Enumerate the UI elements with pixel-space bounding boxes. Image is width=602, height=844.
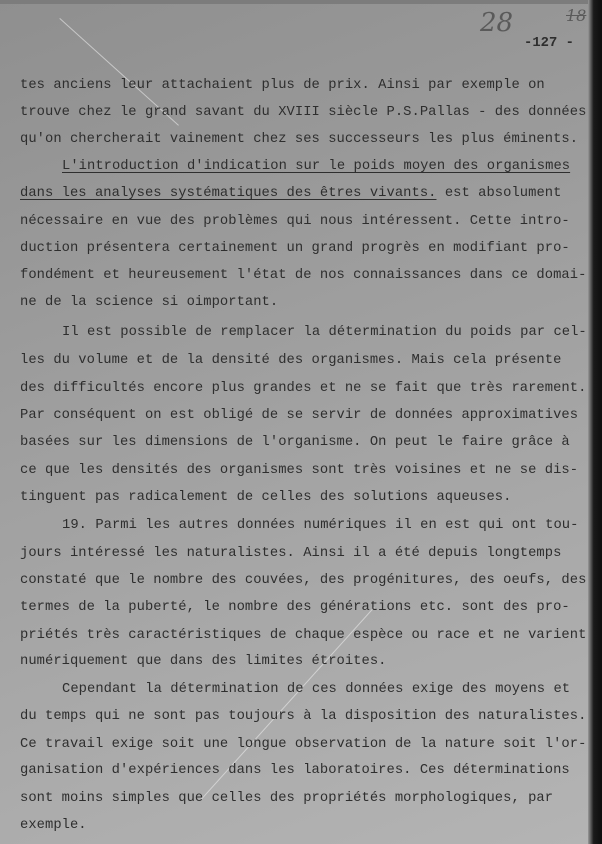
text-line: nécessaire en vue des problèmes qui nous intéressent. Cette intro- (20, 214, 570, 229)
text-line: fondément et heureusement l'état de nos connaissances dans ce domai- (20, 268, 587, 283)
text-line: des difficultés encore plus grandes et ne se fait que très rarement. (20, 381, 587, 396)
old-page-number: 18 (566, 6, 587, 25)
underlined-text-line: L'introduction d'indication sur le poids moyen des organismes (62, 159, 571, 174)
text-line: Ce travail exige soit une longue observation de la nature soit l'or- (20, 737, 587, 752)
text-line: priétés très caractéristiques de chaque espèce ou race et ne varient (20, 628, 587, 643)
text-line: termes de la puberté, le nombre des générations etc. sont des pro- (20, 600, 570, 615)
page-number: -127 - (524, 36, 574, 51)
text-line: numériquement que dans des limites étroites. (20, 654, 387, 669)
text-line: du temps qui ne sont pas toujours à la disposition des naturalistes. (20, 709, 587, 724)
text-line: ganisation d'expériences dans les laboratoires. Ces déterminations (20, 763, 570, 778)
text-line (20, 185, 561, 203)
text-line: sont moins simples que celles des propriétés morphologiques, par (20, 791, 554, 806)
text-line: tinguent pas radicalement de celles des solutions aqueuses. (20, 490, 512, 505)
text-line: Cependant la détermination de ces données exige des moyens et (62, 682, 571, 697)
scan-right-edge (588, 0, 602, 844)
archive-number: 28 (480, 8, 514, 38)
text-line: tes anciens leur attachaient plus de prix. Ainsi par exemple on (20, 78, 545, 93)
text-line: basées sur les dimensions de l'organisme. On peut le faire grâce à (20, 435, 570, 450)
text-line: duction présentera certainement un grand progrès en modifiant pro- (20, 241, 570, 256)
text-line: les du volume et de la densité des organismes. Mais cela présente (20, 353, 562, 368)
text-line: jours intéressé les naturalistes. Ainsi il a été depuis longtemps (20, 546, 562, 561)
text-line: trouve chez le grand savant du XVIII siècle P.S.Pallas - des données (20, 105, 587, 120)
text-line: constaté que le nombre des couvées, des progénitures, des oeufs, des (20, 573, 587, 588)
text-line: exemple. (20, 818, 87, 833)
text-fragment: est absolument (436, 186, 562, 201)
text-line: ne de la science si oimportant. (20, 295, 279, 310)
text-line: ce que les densités des organismes sont très voisines et ne se dis- (20, 463, 579, 478)
text-line: Il est possible de remplacer la détermination du poids par cel- (62, 325, 587, 340)
underlined-phrase: dans les analyses systématiques des êtres vivants. (20, 186, 437, 201)
text-line: 19. Parmi les autres données numériques il en est qui ont tou- (62, 518, 579, 533)
text-line: Par conséquent on est obligé de se servir de données approximatives (20, 408, 579, 423)
scan-top-edge (0, 0, 602, 4)
text-line: qu'on chercherait vainement chez ses successeurs les plus éminents. (20, 132, 579, 147)
